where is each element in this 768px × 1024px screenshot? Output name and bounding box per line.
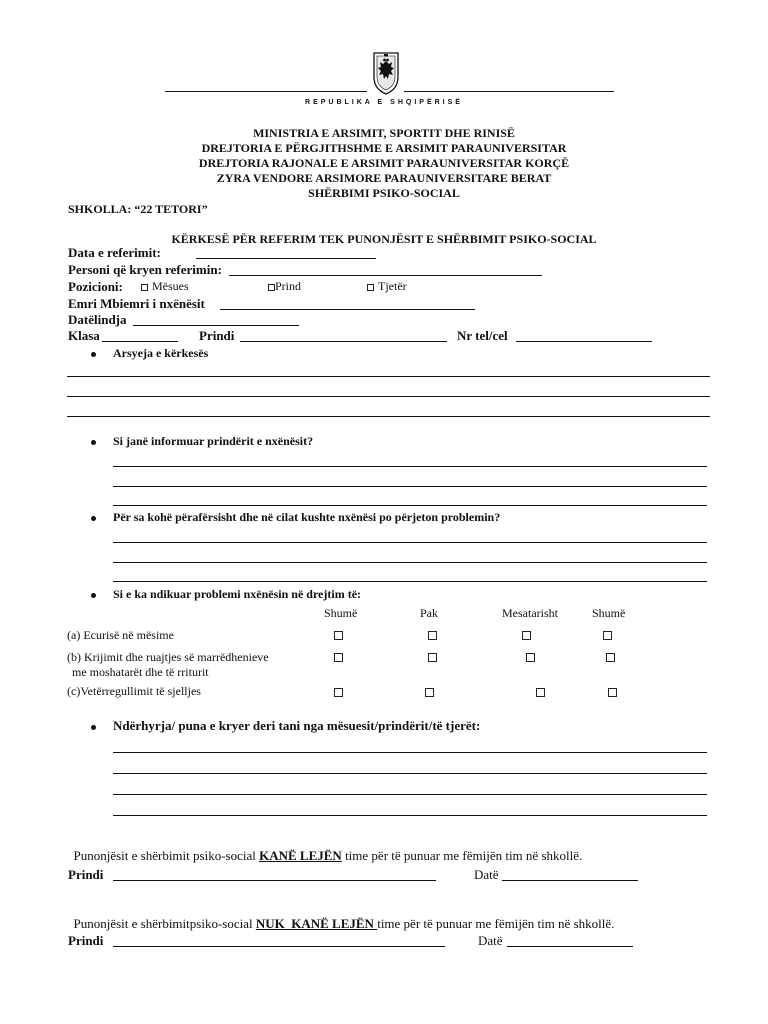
impact-checkbox[interactable]: [428, 653, 437, 662]
intervention-answer-line[interactable]: [113, 773, 707, 774]
referrer-field[interactable]: [229, 275, 542, 276]
student-name-label: Emri Mbiemri i nxënësit: [68, 296, 205, 311]
birthdate-label: Datëlindja: [68, 312, 127, 327]
consent-allow-parent-label: Prindi: [68, 867, 104, 882]
psycho-social-service-line: SHËRBIMI PSIKO-SOCIAL: [308, 186, 460, 200]
impact-checkbox[interactable]: [526, 653, 535, 662]
impact-column-header: Shumë: [592, 606, 626, 620]
duration-answer-line[interactable]: [113, 542, 707, 543]
consent-allow-prefix: Punonjësit e shërbimit psiko-social: [73, 848, 260, 863]
position-teacher-checkbox[interactable]: [141, 284, 148, 291]
consent-deny-keyword: NUK KANË LEJËN: [255, 916, 378, 931]
impact-checkbox[interactable]: [425, 688, 434, 697]
consent-allow-date-field[interactable]: [502, 880, 638, 881]
bullet-icon: [91, 440, 96, 445]
school-name: SHKOLLA: “22 TETORI”: [68, 202, 208, 216]
consent-deny-prefix: Punonjësit e shërbimitpsiko-social: [73, 916, 256, 931]
referral-date-label: Data e referimit:: [68, 245, 161, 260]
intervention-answer-line[interactable]: [113, 815, 707, 816]
consent-deny-parent-label: Prindi: [68, 933, 104, 948]
referrer-label: Personi që kryen referimin:: [68, 262, 222, 277]
class-field[interactable]: [102, 341, 178, 342]
position-other-label: Tjetër: [378, 279, 407, 293]
consent-allow-statement: [67, 832, 582, 864]
consent-deny-statement: [67, 900, 614, 932]
phone-label: Nr tel/cel: [457, 328, 508, 343]
impact-checkbox[interactable]: [522, 631, 531, 640]
consent-deny-suffix: time për të punuar me fëmijën tim në shkollë.: [377, 916, 615, 931]
student-name-field[interactable]: [220, 309, 475, 310]
birthdate-field[interactable]: [133, 325, 299, 326]
regional-directorate-line: DREJTORIA RAJONALE E ARSIMIT PARAUNIVERSITAR KORÇË: [198, 156, 570, 170]
consent-deny-date-label: Datë: [478, 933, 503, 948]
albania-emblem-icon: [371, 51, 401, 95]
impact-row-label-continued: me moshatarët dhe të rriturit: [72, 665, 209, 679]
position-other-checkbox[interactable]: [367, 284, 374, 291]
reason-answer-line[interactable]: [67, 416, 710, 417]
consent-allow-suffix: time për të punuar me fëmijën tim në shkollë.: [341, 848, 583, 863]
reason-answer-line[interactable]: [67, 396, 710, 397]
impact-row-label: (c)Vetërregullimit të sjelljes: [67, 684, 201, 698]
class-label: Klasa: [68, 328, 100, 343]
phone-field[interactable]: [516, 341, 652, 342]
header-rule-left: [165, 91, 367, 92]
bullet-icon: [91, 352, 96, 357]
bullet-icon: [91, 725, 96, 730]
impact-checkbox[interactable]: [334, 688, 343, 697]
reason-answer-line[interactable]: [67, 376, 710, 377]
consent-deny-parent-field[interactable]: [113, 946, 445, 947]
ministry-line: MINISTRIA E ARSIMIT, SPORTIT DHE RINISË: [253, 126, 515, 140]
impact-question: Si e ka ndikuar problemi nxënësin në drejtim të:: [113, 587, 362, 601]
impact-row-label: (a) Ecurisë në mësime: [67, 628, 174, 642]
reason-question: Arsyeja e kërkesës: [113, 346, 209, 360]
consent-deny-date-field[interactable]: [507, 946, 633, 947]
impact-column-header: Mesatarisht: [502, 606, 558, 620]
parent-label: Prindi: [199, 328, 235, 343]
impact-checkbox[interactable]: [606, 653, 615, 662]
country-name: REPUBLIKA E SHQIPËRISË: [305, 99, 463, 106]
position-parent-checkbox[interactable]: [268, 284, 275, 291]
impact-checkbox[interactable]: [334, 631, 343, 640]
consent-allow-parent-field[interactable]: [113, 880, 436, 881]
header-rule-right: [404, 91, 614, 92]
parents-informed-answer-line[interactable]: [113, 466, 707, 467]
parents-informed-answer-line[interactable]: [113, 505, 707, 506]
duration-question: Për sa kohë përafërsisht dhe në cilat kushte nxënësi po përjeton problemin?: [113, 510, 501, 524]
parents-informed-question: Si janë informuar prindërit e nxënësit?: [113, 434, 314, 448]
consent-allow-keyword: KANË LEJËN: [259, 848, 342, 863]
impact-checkbox[interactable]: [334, 653, 343, 662]
intervention-answer-line[interactable]: [113, 794, 707, 795]
parent-field[interactable]: [240, 341, 447, 342]
intervention-question: Ndërhyrja/ puna e kryer deri tani nga mësuesit/prindërit/të tjerët:: [113, 718, 481, 733]
form-title: KËRKESË PËR REFERIM TEK PUNONJËSIT E SHËRBIMIT PSIKO-SOCIAL: [171, 232, 597, 246]
position-teacher-label: Mësues: [152, 279, 189, 293]
consent-allow-date-label: Datë: [474, 867, 499, 882]
bullet-icon: [91, 516, 96, 521]
position-label: Pozicioni:: [68, 279, 123, 294]
impact-checkbox[interactable]: [428, 631, 437, 640]
local-office-line: ZYRA VENDORE ARSIMORE PARAUNIVERSITARE BERAT: [216, 171, 552, 185]
intervention-answer-line[interactable]: [113, 752, 707, 753]
impact-column-header: Shumë: [324, 606, 358, 620]
bullet-icon: [91, 593, 96, 598]
impact-row-label: (b) Krijimit dhe ruajtjes së marrëdhenieve: [67, 650, 269, 664]
position-parent-label: Prind: [275, 279, 302, 293]
referral-date-field[interactable]: [196, 258, 376, 259]
impact-checkbox[interactable]: [603, 631, 612, 640]
impact-checkbox[interactable]: [608, 688, 617, 697]
impact-checkbox[interactable]: [536, 688, 545, 697]
duration-answer-line[interactable]: [113, 562, 707, 563]
parents-informed-answer-line[interactable]: [113, 486, 707, 487]
duration-answer-line[interactable]: [113, 581, 707, 582]
impact-column-header: Pak: [420, 606, 438, 620]
general-directorate-line: DREJTORIA E PËRGJITHSHME E ARSIMIT PARAUNIVERSITAR: [201, 141, 567, 155]
